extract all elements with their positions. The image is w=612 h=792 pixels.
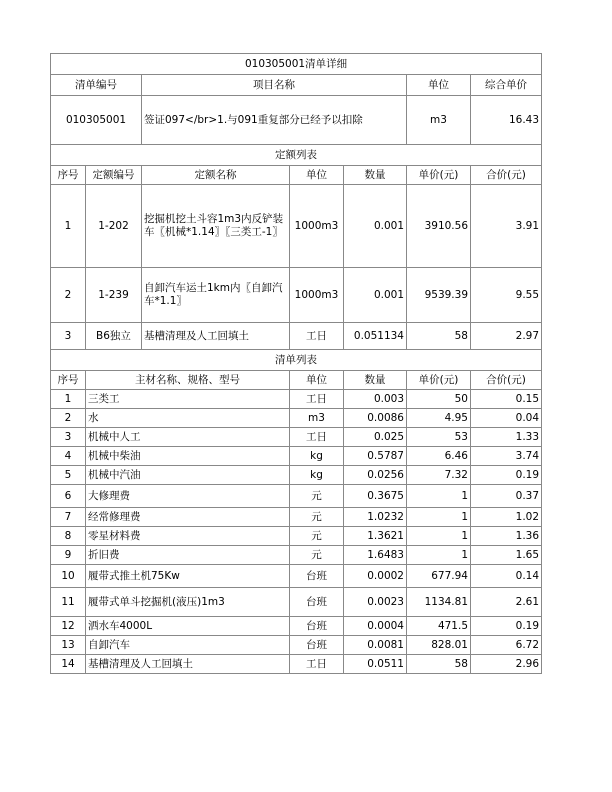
material-price: 6.46: [407, 447, 471, 466]
material-unit: 台班: [290, 588, 344, 617]
quota-header-code: 定额编号: [86, 166, 142, 185]
quota-price: 58: [407, 323, 471, 350]
quota-qty: 0.051134: [344, 323, 407, 350]
material-row: [51, 390, 542, 409]
material-row: [51, 617, 542, 636]
material-unit: 工日: [290, 428, 344, 447]
quota-no: 3: [51, 323, 86, 350]
header-item-name: 项目名称: [142, 75, 407, 96]
material-qty: 1.6483: [344, 546, 407, 565]
material-qty: 0.0086: [344, 409, 407, 428]
header-item-price: 综合单价: [471, 75, 542, 96]
material-qty: 0.5787: [344, 447, 407, 466]
material-name: 大修理费: [86, 485, 290, 508]
material-total: 0.04: [471, 409, 542, 428]
material-name: 履带式单斗挖掘机(液压)1m3: [86, 588, 290, 617]
quota-header-no: 序号: [51, 166, 86, 185]
quota-name: 自卸汽车运土1km内〖自卸汽车*1.1〗: [142, 268, 290, 323]
material-price: 58: [407, 655, 471, 674]
material-unit: 工日: [290, 390, 344, 409]
material-no: 5: [51, 466, 86, 485]
materials-header-unit: 单位: [290, 371, 344, 390]
material-total: 0.15: [471, 390, 542, 409]
quota-unit: 1000m3: [290, 268, 344, 323]
material-name: 履带式推土机75Kw: [86, 565, 290, 588]
quota-price: 3910.56: [407, 185, 471, 268]
material-price: 1: [407, 527, 471, 546]
material-unit: 元: [290, 485, 344, 508]
title-row: [51, 54, 542, 75]
material-name: 零星材料费: [86, 527, 290, 546]
materials-body: [51, 390, 542, 674]
material-no: 12: [51, 617, 86, 636]
quota-total: 2.97: [471, 323, 542, 350]
material-name: 机械中人工: [86, 428, 290, 447]
quota-header-total: 合价(元): [471, 166, 542, 185]
material-unit: 元: [290, 508, 344, 527]
material-no: 2: [51, 409, 86, 428]
material-total: 1.33: [471, 428, 542, 447]
material-price: 828.01: [407, 636, 471, 655]
quota-total: 3.91: [471, 185, 542, 268]
materials-section-title: 清单列表: [51, 350, 542, 371]
quota-header-price: 单价(元): [407, 166, 471, 185]
material-name: 基槽清理及人工回填土: [86, 655, 290, 674]
materials-header-price: 单价(元): [407, 371, 471, 390]
detail-table: [50, 53, 542, 674]
material-row: [51, 655, 542, 674]
material-price: 1: [407, 485, 471, 508]
material-qty: 0.0002: [344, 565, 407, 588]
quota-row: [51, 323, 542, 350]
material-unit: 台班: [290, 636, 344, 655]
material-no: 6: [51, 485, 86, 508]
item-name: 签证097</br>1.与091重复部分已经予以扣除: [142, 96, 407, 145]
material-price: 1134.81: [407, 588, 471, 617]
sheet-title: 010305001清单详细: [51, 54, 542, 75]
material-row: [51, 466, 542, 485]
material-unit: kg: [290, 466, 344, 485]
material-qty: 0.025: [344, 428, 407, 447]
material-name: 机械中汽油: [86, 466, 290, 485]
material-unit: 元: [290, 527, 344, 546]
material-no: 13: [51, 636, 86, 655]
quota-price: 9539.39: [407, 268, 471, 323]
quota-qty: 0.001: [344, 185, 407, 268]
material-total: 0.14: [471, 565, 542, 588]
material-total: 0.19: [471, 466, 542, 485]
material-qty: 0.3675: [344, 485, 407, 508]
material-no: 3: [51, 428, 86, 447]
quota-name: 基槽清理及人工回填土: [142, 323, 290, 350]
material-price: 1: [407, 508, 471, 527]
quota-section-title: 定额列表: [51, 145, 542, 166]
material-unit: 台班: [290, 617, 344, 636]
material-qty: 0.0256: [344, 466, 407, 485]
quota-header-name: 定额名称: [142, 166, 290, 185]
quota-no: 2: [51, 268, 86, 323]
quota-header-unit: 单位: [290, 166, 344, 185]
material-row: [51, 546, 542, 565]
materials-header-no: 序号: [51, 371, 86, 390]
material-no: 11: [51, 588, 86, 617]
material-no: 14: [51, 655, 86, 674]
quota-unit: 工日: [290, 323, 344, 350]
quota-total: 9.55: [471, 268, 542, 323]
material-total: 0.37: [471, 485, 542, 508]
item-header-row: [51, 75, 542, 96]
quota-header-row: [51, 166, 542, 185]
material-no: 9: [51, 546, 86, 565]
quota-code: 1-202: [86, 185, 142, 268]
material-name: 经常修理费: [86, 508, 290, 527]
material-unit: 元: [290, 546, 344, 565]
material-row: [51, 485, 542, 508]
quota-header-qty: 数量: [344, 166, 407, 185]
material-no: 1: [51, 390, 86, 409]
material-total: 1.65: [471, 546, 542, 565]
material-row: [51, 565, 542, 588]
quota-no: 1: [51, 185, 86, 268]
quota-row: [51, 268, 542, 323]
material-unit: 台班: [290, 565, 344, 588]
header-item-unit: 单位: [407, 75, 471, 96]
quota-section-row: [51, 145, 542, 166]
material-name: 水: [86, 409, 290, 428]
materials-header-qty: 数量: [344, 371, 407, 390]
material-price: 53: [407, 428, 471, 447]
material-total: 6.72: [471, 636, 542, 655]
material-qty: 0.0023: [344, 588, 407, 617]
materials-section-row: [51, 350, 542, 371]
material-qty: 0.0004: [344, 617, 407, 636]
material-unit: kg: [290, 447, 344, 466]
material-name: 洒水车4000L: [86, 617, 290, 636]
material-row: [51, 409, 542, 428]
material-no: 7: [51, 508, 86, 527]
quota-unit: 1000m3: [290, 185, 344, 268]
material-no: 4: [51, 447, 86, 466]
item-row: [51, 96, 542, 145]
material-no: 10: [51, 565, 86, 588]
material-price: 50: [407, 390, 471, 409]
quota-name: 挖掘机挖土斗容1m3内反铲装车〖机械*1.14〗〖三类工-1〗: [142, 185, 290, 268]
material-price: 1: [407, 546, 471, 565]
material-price: 7.32: [407, 466, 471, 485]
material-qty: 0.0081: [344, 636, 407, 655]
materials-header-row: [51, 371, 542, 390]
item-unit: m3: [407, 96, 471, 145]
material-unit: 工日: [290, 655, 344, 674]
material-row: [51, 636, 542, 655]
quota-row: [51, 185, 542, 268]
material-total: 0.19: [471, 617, 542, 636]
material-total: 1.02: [471, 508, 542, 527]
material-qty: 1.0232: [344, 508, 407, 527]
material-qty: 1.3621: [344, 527, 407, 546]
material-name: 机械中柴油: [86, 447, 290, 466]
material-no: 8: [51, 527, 86, 546]
quota-qty: 0.001: [344, 268, 407, 323]
quota-code: 1-239: [86, 268, 142, 323]
quota-code: B6独立: [86, 323, 142, 350]
material-row: [51, 527, 542, 546]
material-price: 677.94: [407, 565, 471, 588]
material-total: 3.74: [471, 447, 542, 466]
item-code: 010305001: [51, 96, 142, 145]
header-item-code: 清单编号: [51, 75, 142, 96]
material-name: 折旧费: [86, 546, 290, 565]
materials-header-name: 主材名称、规格、型号: [86, 371, 290, 390]
material-qty: 0.0511: [344, 655, 407, 674]
material-price: 471.5: [407, 617, 471, 636]
material-unit: m3: [290, 409, 344, 428]
item-price: 16.43: [471, 96, 542, 145]
materials-header-total: 合价(元): [471, 371, 542, 390]
material-total: 1.36: [471, 527, 542, 546]
material-name: 自卸汽车: [86, 636, 290, 655]
material-row: [51, 508, 542, 527]
material-total: 2.61: [471, 588, 542, 617]
material-price: 4.95: [407, 409, 471, 428]
material-total: 2.96: [471, 655, 542, 674]
material-row: [51, 447, 542, 466]
material-row: [51, 428, 542, 447]
material-row: [51, 588, 542, 617]
material-name: 三类工: [86, 390, 290, 409]
material-qty: 0.003: [344, 390, 407, 409]
